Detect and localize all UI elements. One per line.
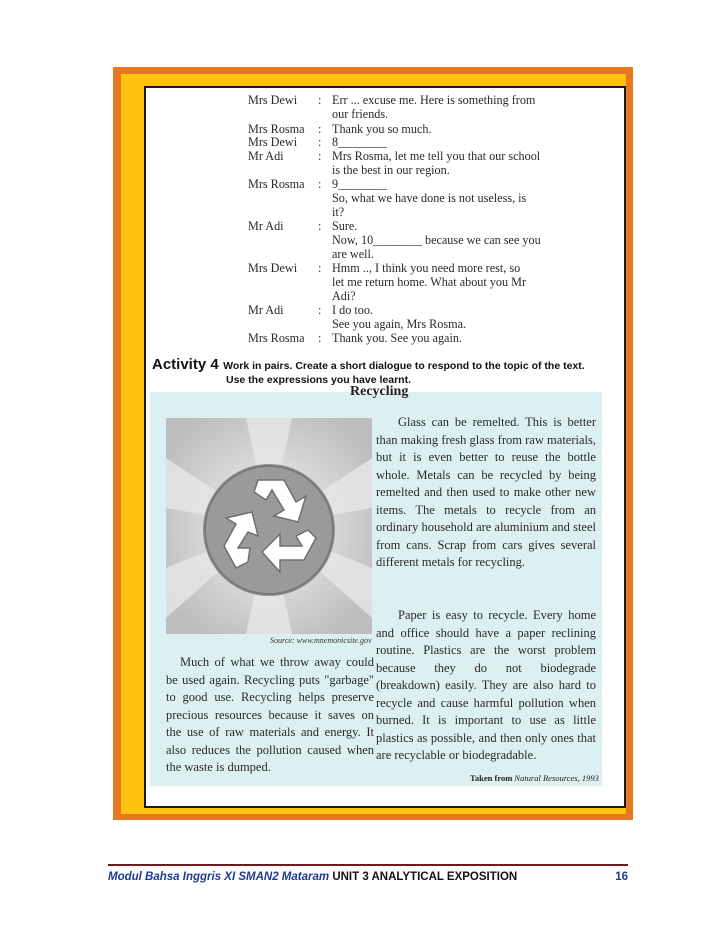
- source-prefix: Taken from: [470, 773, 513, 783]
- right-paragraph-1: Glass can be remelted. This is better than making fresh glass from raw materials, but it is even better to reuse the bottle whole. Metals can be recycled by being remelted and then used to make other new items. The metals to recycle from an ordinary household are aluminium and steel from cans. Scrap from cars gives several different metals for recycling.: [376, 415, 596, 569]
- page-footer: [108, 871, 628, 883]
- dialogue-text: Mrs Rosma, let me tell you that our school: [332, 149, 541, 163]
- colon-separator: :: [318, 122, 322, 136]
- footer-rule: [108, 864, 628, 866]
- source-note: [470, 773, 599, 783]
- activity-label: Activity 4: [152, 356, 219, 373]
- right-paragraph-2: Paper is easy to recycle. Every home and office should have a paper reclining routine. Plastics are the worst problem because they do not biodegrade (breakdown) easily. They are also hard to recycle and cause harmful pollution when burned. It is important to use as little plastics as possible, and then only ones that are recyclable or biodegradable.: [376, 608, 596, 762]
- recycle-icon: [166, 418, 372, 634]
- dialogue-text: Thank you. See you again.: [332, 331, 462, 345]
- speaker-name: Mrs Rosma: [248, 331, 305, 345]
- footer-module-title: Modul Bahsa Inggris XI SMAN2 Mataram: [108, 871, 330, 883]
- dialogue-text: 9________: [332, 177, 387, 191]
- dialogue-text: it?: [332, 205, 345, 219]
- colon-separator: :: [318, 219, 322, 233]
- colon-separator: :: [318, 135, 322, 149]
- recycling-image: [166, 418, 372, 634]
- dialogue-text: Now, 10________ because we can see you: [332, 233, 541, 247]
- dialogue-text: Adi?: [332, 289, 356, 303]
- dialogue-text: Thank you so much.: [332, 122, 432, 136]
- dialogue-text: let me return home. What about you Mr: [332, 275, 527, 289]
- footer-unit-title: UNIT 3 ANALYTICAL EXPOSITION: [332, 871, 518, 883]
- dialogue-text: Sure.: [332, 219, 358, 233]
- dialogue-text: are well.: [332, 247, 374, 261]
- speaker-name: Mrs Rosma: [248, 122, 305, 136]
- colon-separator: :: [318, 261, 322, 275]
- speaker-name: Mr Adi: [248, 219, 284, 233]
- colon-separator: :: [318, 93, 322, 107]
- dialogue-text: Hmm .., I think you need more rest, so: [332, 261, 521, 275]
- left-paragraph: Much of what we throw away could be used again. Recycling puts "garbage" to good use. Recycling helps preserve precious resources because it saves on the use of raw materials and energy. It also reduces the pollution caused when the waste is dumped.: [166, 655, 374, 774]
- speaker-name: Mrs Dewi: [248, 135, 298, 149]
- activity-instruction-2: Use the expressions you have learnt.: [226, 374, 411, 386]
- activity-instruction-1: Work in pairs. Create a short dialogue to respond to the topic of the text.: [223, 360, 585, 372]
- colon-separator: :: [318, 149, 322, 163]
- colon-separator: :: [318, 331, 322, 345]
- dialogue-text: I do too.: [332, 303, 373, 317]
- source-title: Natural Resources, 1993: [514, 773, 599, 783]
- reading-title: Recycling: [350, 384, 409, 399]
- dialogue-text: See you again, Mrs Rosma.: [332, 317, 467, 331]
- dialogue-text: is the best in our region.: [332, 163, 450, 177]
- dialogue-text: 8________: [332, 135, 387, 149]
- speaker-name: Mr Adi: [248, 303, 284, 317]
- speaker-name: Mrs Rosma: [248, 177, 305, 191]
- image-credit: Source: www.mnemonicsite.gov: [270, 636, 372, 645]
- page-number: 16: [615, 871, 628, 883]
- colon-separator: :: [318, 177, 322, 191]
- dialogue-text: Err ... excuse me. Here is something from: [332, 93, 536, 107]
- dialogue-text: our friends.: [332, 107, 389, 121]
- speaker-name: Mrs Dewi: [248, 261, 298, 275]
- dialogue-text: So, what we have done is not useless, is: [332, 191, 527, 205]
- activity-header: [152, 356, 622, 386]
- colon-separator: :: [318, 303, 322, 317]
- speaker-name: Mr Adi: [248, 149, 284, 163]
- speaker-name: Mrs Dewi: [248, 93, 298, 107]
- dialogue-panel: [152, 92, 556, 345]
